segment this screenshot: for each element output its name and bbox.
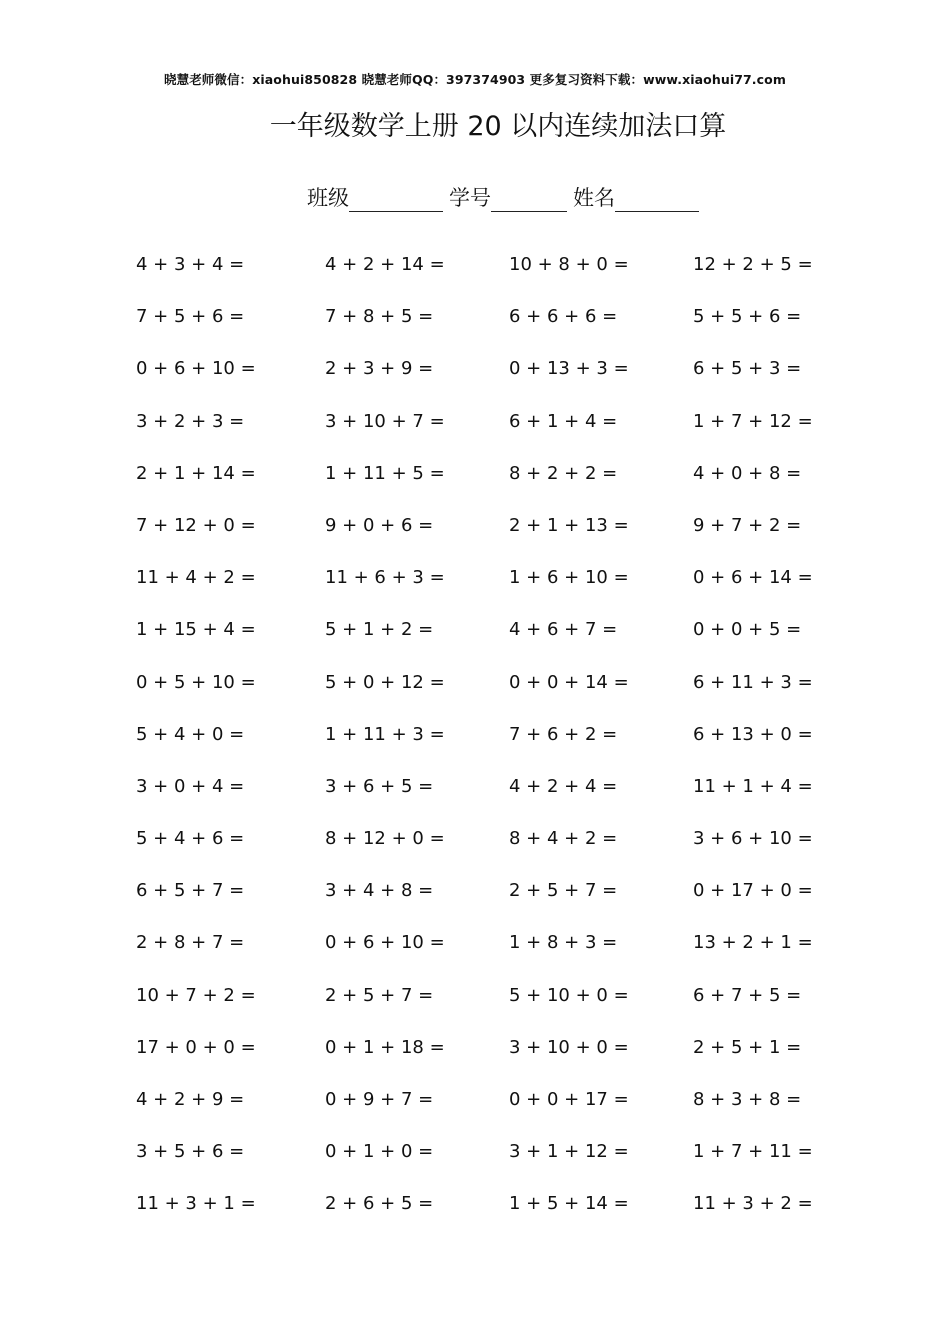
arithmetic-problem: 6 + 1 + 4 = [509, 410, 618, 432]
arithmetic-problem: 3 + 4 + 8 = [325, 880, 434, 902]
arithmetic-problem: 4 + 2 + 4 = [509, 775, 618, 797]
arithmetic-problem: 0 + 0 + 14 = [509, 671, 629, 693]
arithmetic-problem: 6 + 6 + 6 = [509, 306, 618, 328]
arithmetic-problem: 6 + 13 + 0 = [693, 723, 813, 745]
problem-row [136, 828, 836, 880]
problem-row [136, 411, 836, 463]
arithmetic-problem: 1 + 7 + 12 = [693, 410, 813, 432]
arithmetic-problem: 4 + 2 + 14 = [325, 254, 445, 275]
arithmetic-problem: 0 + 13 + 3 = [509, 358, 629, 380]
arithmetic-problem: 2 + 1 + 13 = [509, 514, 629, 536]
class-blank [349, 187, 443, 212]
problem-row [136, 1089, 836, 1141]
arithmetic-problem: 4 + 6 + 7 = [509, 619, 618, 641]
arithmetic-problem: 5 + 1 + 2 = [325, 619, 434, 641]
problem-row [136, 463, 836, 515]
arithmetic-problem: 8 + 12 + 0 = [325, 828, 445, 850]
arithmetic-problem: 5 + 0 + 12 = [325, 671, 445, 693]
arithmetic-problem: 8 + 2 + 2 = [509, 462, 618, 484]
problem-row [136, 1193, 836, 1245]
arithmetic-problem: 11 + 3 + 1 = [136, 1193, 256, 1215]
arithmetic-problem: 2 + 5 + 7 = [325, 984, 434, 1006]
arithmetic-problem: 2 + 3 + 9 = [325, 358, 434, 380]
student-id-blank [491, 187, 567, 212]
problem-row [136, 672, 836, 724]
arithmetic-problem: 13 + 2 + 1 = [693, 932, 813, 954]
class-label: 班级 [307, 186, 349, 210]
arithmetic-problem: 0 + 1 + 0 = [325, 1141, 434, 1163]
arithmetic-problem: 6 + 11 + 3 = [693, 671, 813, 693]
arithmetic-problem: 7 + 5 + 6 = [136, 306, 245, 328]
problem-row [136, 724, 836, 776]
problem-row [136, 358, 836, 410]
arithmetic-problem: 8 + 4 + 2 = [509, 828, 618, 850]
arithmetic-problem: 2 + 8 + 7 = [136, 932, 245, 954]
arithmetic-problem: 7 + 6 + 2 = [509, 723, 618, 745]
arithmetic-problem: 0 + 6 + 14 = [693, 567, 813, 589]
arithmetic-problem: 11 + 4 + 2 = [136, 567, 256, 589]
arithmetic-problem: 0 + 0 + 17 = [509, 1089, 629, 1110]
arithmetic-problem: 0 + 5 + 10 = [136, 671, 256, 693]
problem-row [136, 1141, 836, 1193]
problem-row [136, 1037, 836, 1089]
arithmetic-problem: 5 + 5 + 6 = [693, 306, 802, 328]
arithmetic-problem: 10 + 7 + 2 = [136, 984, 256, 1006]
arithmetic-problem: 0 + 6 + 10 = [325, 932, 445, 954]
contact-header: 晓慧老师微信：xiaohui850828 晓慧老师QQ：397374903 更多复习资料下载：www.xiaohui77.com [164, 72, 786, 87]
problem-grid [136, 254, 836, 1246]
arithmetic-problem: 1 + 7 + 11 = [693, 1141, 813, 1163]
arithmetic-problem: 0 + 6 + 10 = [136, 358, 256, 380]
arithmetic-problem: 17 + 0 + 0 = [136, 1036, 256, 1058]
arithmetic-problem: 5 + 4 + 0 = [136, 723, 245, 745]
arithmetic-problem: 8 + 3 + 8 = [693, 1089, 802, 1110]
arithmetic-problem: 6 + 5 + 3 = [693, 358, 802, 380]
problem-row [136, 932, 836, 984]
problem-row [136, 776, 836, 828]
arithmetic-problem: 9 + 7 + 2 = [693, 514, 802, 536]
arithmetic-problem: 11 + 6 + 3 = [325, 567, 445, 589]
arithmetic-problem: 3 + 5 + 6 = [136, 1141, 245, 1163]
problem-row [136, 567, 836, 619]
arithmetic-problem: 0 + 1 + 18 = [325, 1036, 445, 1058]
arithmetic-problem: 6 + 5 + 7 = [136, 880, 245, 902]
arithmetic-problem: 10 + 8 + 0 = [509, 254, 629, 275]
problem-row [136, 254, 836, 306]
arithmetic-problem: 4 + 3 + 4 = [136, 254, 245, 275]
arithmetic-problem: 1 + 11 + 5 = [325, 462, 445, 484]
arithmetic-problem: 0 + 0 + 5 = [693, 619, 802, 641]
arithmetic-problem: 0 + 9 + 7 = [325, 1089, 434, 1110]
problem-row [136, 880, 836, 932]
arithmetic-problem: 11 + 3 + 2 = [693, 1193, 813, 1215]
arithmetic-problem: 1 + 5 + 14 = [509, 1193, 629, 1215]
arithmetic-problem: 3 + 0 + 4 = [136, 775, 245, 797]
arithmetic-problem: 1 + 6 + 10 = [509, 567, 629, 589]
arithmetic-problem: 4 + 2 + 9 = [136, 1089, 245, 1110]
arithmetic-problem: 1 + 11 + 3 = [325, 723, 445, 745]
arithmetic-problem: 2 + 6 + 5 = [325, 1193, 434, 1215]
arithmetic-problem: 3 + 6 + 10 = [693, 828, 813, 850]
arithmetic-problem: 6 + 7 + 5 = [693, 984, 802, 1006]
arithmetic-problem: 3 + 10 + 7 = [325, 410, 445, 432]
problem-row [136, 306, 836, 358]
name-label: 姓名 [573, 186, 615, 210]
name-blank [615, 187, 699, 212]
arithmetic-problem: 7 + 12 + 0 = [136, 514, 256, 536]
arithmetic-problem: 9 + 0 + 6 = [325, 514, 434, 536]
arithmetic-problem: 1 + 8 + 3 = [509, 932, 618, 954]
arithmetic-problem: 7 + 8 + 5 = [325, 306, 434, 328]
arithmetic-problem: 12 + 2 + 5 = [693, 254, 813, 275]
arithmetic-problem: 2 + 1 + 14 = [136, 462, 256, 484]
student-id-label: 学号 [449, 186, 491, 210]
problem-row [136, 619, 836, 671]
student-info-row [307, 180, 705, 212]
arithmetic-problem: 5 + 4 + 6 = [136, 828, 245, 850]
arithmetic-problem: 3 + 6 + 5 = [325, 775, 434, 797]
arithmetic-problem: 3 + 1 + 12 = [509, 1141, 629, 1163]
arithmetic-problem: 3 + 10 + 0 = [509, 1036, 629, 1058]
page-title: 一年级数学上册 20 以内连续加法口算 [269, 111, 727, 142]
arithmetic-problem: 11 + 1 + 4 = [693, 775, 813, 797]
arithmetic-problem: 1 + 15 + 4 = [136, 619, 256, 641]
arithmetic-problem: 2 + 5 + 1 = [693, 1036, 802, 1058]
problem-row [136, 515, 836, 567]
arithmetic-problem: 5 + 10 + 0 = [509, 984, 629, 1006]
arithmetic-problem: 0 + 17 + 0 = [693, 880, 813, 902]
arithmetic-problem: 2 + 5 + 7 = [509, 880, 618, 902]
problem-row [136, 985, 836, 1037]
arithmetic-problem: 4 + 0 + 8 = [693, 462, 802, 484]
arithmetic-problem: 3 + 2 + 3 = [136, 410, 245, 432]
